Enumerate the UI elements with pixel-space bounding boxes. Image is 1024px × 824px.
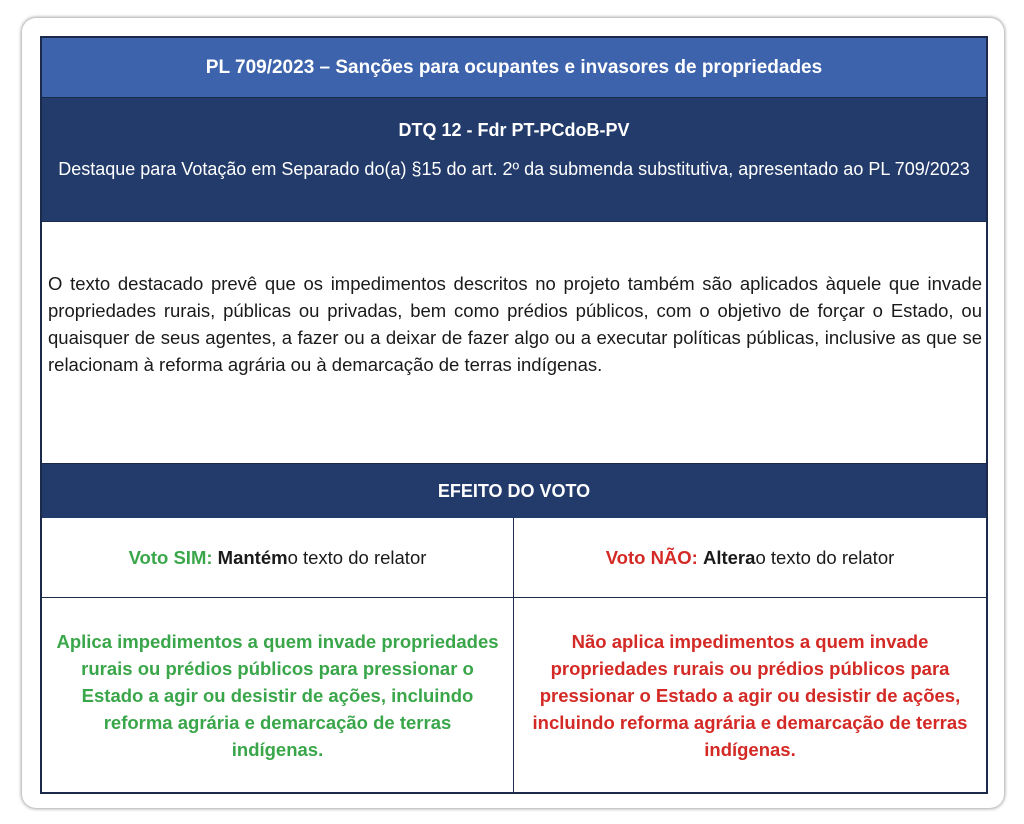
page-title: PL 709/2023 – Sanções para ocupantes e invasores de propriedades	[42, 38, 986, 98]
vote-yes-header	[42, 518, 514, 598]
vote-no-header	[514, 518, 986, 598]
vote-no-rest: o texto do relator	[755, 546, 895, 568]
vote-yes-rest: o texto do relator	[287, 546, 427, 568]
vote-yes-verb: Mantém	[217, 546, 288, 568]
document-table	[40, 36, 988, 794]
dtq-heading: DTQ 12 - Fdr PT-PCdoB-PV	[398, 120, 630, 140]
vote-no-verb: Altera	[702, 546, 756, 568]
vote-no-description: Não aplica impedimentos a quem invade propriedades rurais ou prédios públicos para pressionar o Estado a agir ou desistir de ações, incluindo reforma agrária e demarcação de terras indígenas.	[532, 630, 968, 760]
dtq-section	[42, 98, 986, 222]
summary-text: O texto destacado prevê que os impedimentos descritos no projeto também são aplicados àquele que invade propriedades rurais, públicas ou privadas, bem como prédios públicos, com o objetivo de forçar o Estado, ou quaisquer de seus agentes, a fazer ou a deixar de fazer algo ou a executar políticas públicas, inclusive as que se relacionam à reforma agrária ou à demarcação de terras indígenas.	[48, 273, 982, 375]
dtq-description: Destaque para Votação em Separado do(a) §15 do art. 2º da submenda substitutiva, apresentado ao PL 709/2023	[58, 159, 970, 179]
vote-no-label: Voto NÃO:	[605, 546, 698, 568]
vote-yes-description: Aplica impedimentos a quem invade propriedades rurais ou prédios públicos para pressionar o Estado a agir ou desistir de ações, incluindo reforma agrária e demarcação de terras indígenas.	[56, 630, 499, 760]
vote-no-effect	[514, 598, 986, 792]
effect-title: EFEITO DO VOTO	[42, 464, 986, 518]
summary-section	[42, 222, 986, 464]
vote-yes-label: Voto SIM:	[128, 546, 213, 568]
vote-yes-effect	[42, 598, 514, 792]
